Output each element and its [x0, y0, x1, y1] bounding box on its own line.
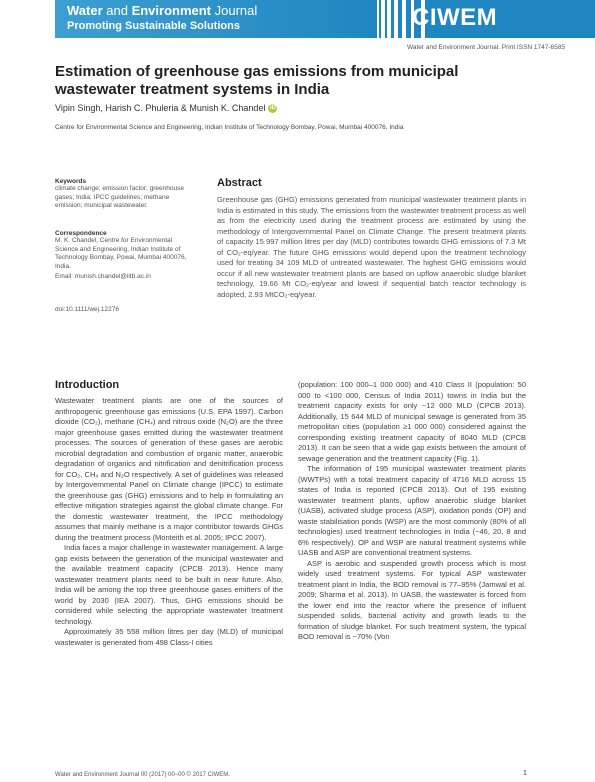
journal-name [67, 3, 257, 18]
keywords-text: climate change; emission factor; greenhouse gases; India; IPCC guidelines; methane emission; municipal wastewater. [55, 185, 184, 209]
abstract-heading: Abstract [217, 177, 262, 189]
paragraph: (population: 100 000–1 000 000) and 410 Class II (population: 50 000 to <100 000, Census of India 2011) towns in India but the treatment capacity exists for only ~12 000 MLD (CPCB 2013). Additionally, 15 644 MLD of municipal sewage is generated from 35 metropolitan cities (population ≥1 000 000) considered against the corresponding existing treatment capacity of 8040 MLD (CPCB 2013). It can be seen that a wide gap exists between the amount of sewage generation and the treatment capacity (Fig. 1). [298, 380, 526, 463]
correspondence-text: M. K. Chandel, Centre for Environmental Science and Engineering, Indian Institute of Technology Bombay, Powai, Mumbai 400076, India. [55, 237, 187, 270]
paragraph: Wastewater treatment plants are one of the sources of anthropogenic greenhouse gas emissions (U.S. EPA 1997). Carbon dioxide (CO₂), methane (CH₄) and nitrous oxide (N₂O) are the three major greenhouse gases emitted during the wastewater treatment processes. The sources of generation of these gases are aerobic microbial degradation and combustion of organic matter, anaerobic degradation of organics and nitrification and denitrification process for CO₂, CH₄ and N₂O respectively. A set of guidelines was released by Intergovernmental Panel on Climate change (IPCC) to estimate the greenhouse gas (GHG) emissions and to help in formulating an effective mitigation strategies against the global climate change. For the domestic wastewater treatment, the IPCC methodology assumes that mainly methane is a major contributor towards GHGs during the treatment process (Monteith et al. 2005; IPCC 2007). [55, 396, 283, 542]
body-column-right [298, 380, 526, 766]
journal-tagline: Promoting Sustainable Solutions [67, 20, 240, 32]
affiliation: Centre for Environmental Science and Engineering, Indian Institute of Technology Bombay, Powai, Mumbai 400076, India [55, 124, 404, 131]
body-column-left [55, 396, 283, 766]
journal-name-part2: and [102, 3, 132, 18]
paragraph: India faces a major challenge in wastewater management. A large gap exists between the generation of the municipal wastewater and the available treatment capacity (CPCB 2013). Hence many wastewater treatment plants need to be built in near future. Also, India will be among the top three greenhouse gases emitters of the world by 2030 (IEA 2007). Thus, GHG emissions should be considered while selecting the appropriate wastewater treatment technology. [55, 543, 283, 626]
paragraph: Approximately 35 558 million litres per day (MLD) of municipal wastewater is generated from 498 Class-I cities [55, 627, 283, 647]
authors-line [55, 103, 277, 113]
correspondence-email[interactable]: Email: munish.chandel@iitb.ac.in [55, 273, 151, 280]
doi[interactable]: doi:10.1111/wej.12276 [55, 306, 119, 313]
footer-journal-ref: Water and Environment Journal 00 (2017) 00–00 © 2017 CIWEM. [55, 772, 230, 778]
authors: Vipin Singh, Harish C. Phuleria & Munish K. Chandel [55, 103, 266, 113]
correspondence-heading: Correspondence [55, 230, 107, 237]
journal-name-part3: Environment [131, 3, 212, 18]
introduction-heading: Introduction [55, 379, 120, 391]
journal-name-part4: Journal [211, 3, 258, 18]
journal-banner [55, 0, 595, 38]
article-title: Estimation of greenhouse gas emissions from municipal wastewater treatment systems in India [55, 63, 459, 98]
paragraph: ASP is aerobic and suspended growth process which is most widely used treatment systems. For typical ASP wastewater treatment plant in India, the BOD removal is 77–95% (Jamwal et al. 2009; Sharma et al. 2013). In UASB, the wastewater is forced from the lower end into the reactor where the presence of influent suspended solids, bacterial activity and growth leads to the formation of sludge blanket. For such treatment system, the typical BOD removal is ~70% (Von [298, 558, 526, 641]
keywords-heading: Keywords [55, 178, 87, 185]
correspondence-block [55, 230, 195, 282]
print-issn: Water and Environment Journal. Print ISSN 1747-6585 [406, 44, 565, 51]
orcid-icon[interactable]: iD [269, 105, 276, 112]
page-number: 1 [523, 770, 527, 777]
abstract-text: Greenhouse gas (GHG) emissions generated from municipal wastewater treatment plants in India is estimated in this study. The emissions from the wastewater treatment process as well as from the electricity used during the treatment process are estimated by using the methodology of Intergovernmental Panel on Climate Change. The present treatment plants of capacity 15 997 million litres per day (MLD) contributes towards GHG emissions of 7.3 Mt of CO₂-eq/year. The future GHG emissions would depend upon the treatment technology used for treating 34 109 MLD of untreated wastewater. The highest GHG emissions would occur if all new wastewater treatment plants are based on upflow anaerobic sludge blanket technology, 19.66 Mt CO₂-eq/year and lowest if sequential batch reactor technology is adopted, 2.93 MtCO₂-eq/year. [217, 195, 526, 299]
paragraph: The information of 195 municipal wastewater treatment plants (WWTPs) with a total treatment capacity of 4716 MLD across 15 states of India is reported (CPCB 2013). Out of 195 existing wastewater treatment plants, upflow anaerobic sludge blanket (UASB), activated sludge process (ASP), oxidation ponds (OP) and waste stabilisation ponds (WSP) are the most commonly (80% of all technologies) used treatment technologies in India (~46, 20, 8 and 6% respectively). OP and WSP are natural treatment systems while UASB and ASP are conventional treatment systems. [298, 464, 526, 557]
ciwem-logo: CIWEM [412, 4, 498, 31]
keywords-block [55, 178, 195, 211]
journal-name-part1: Water [67, 3, 103, 18]
